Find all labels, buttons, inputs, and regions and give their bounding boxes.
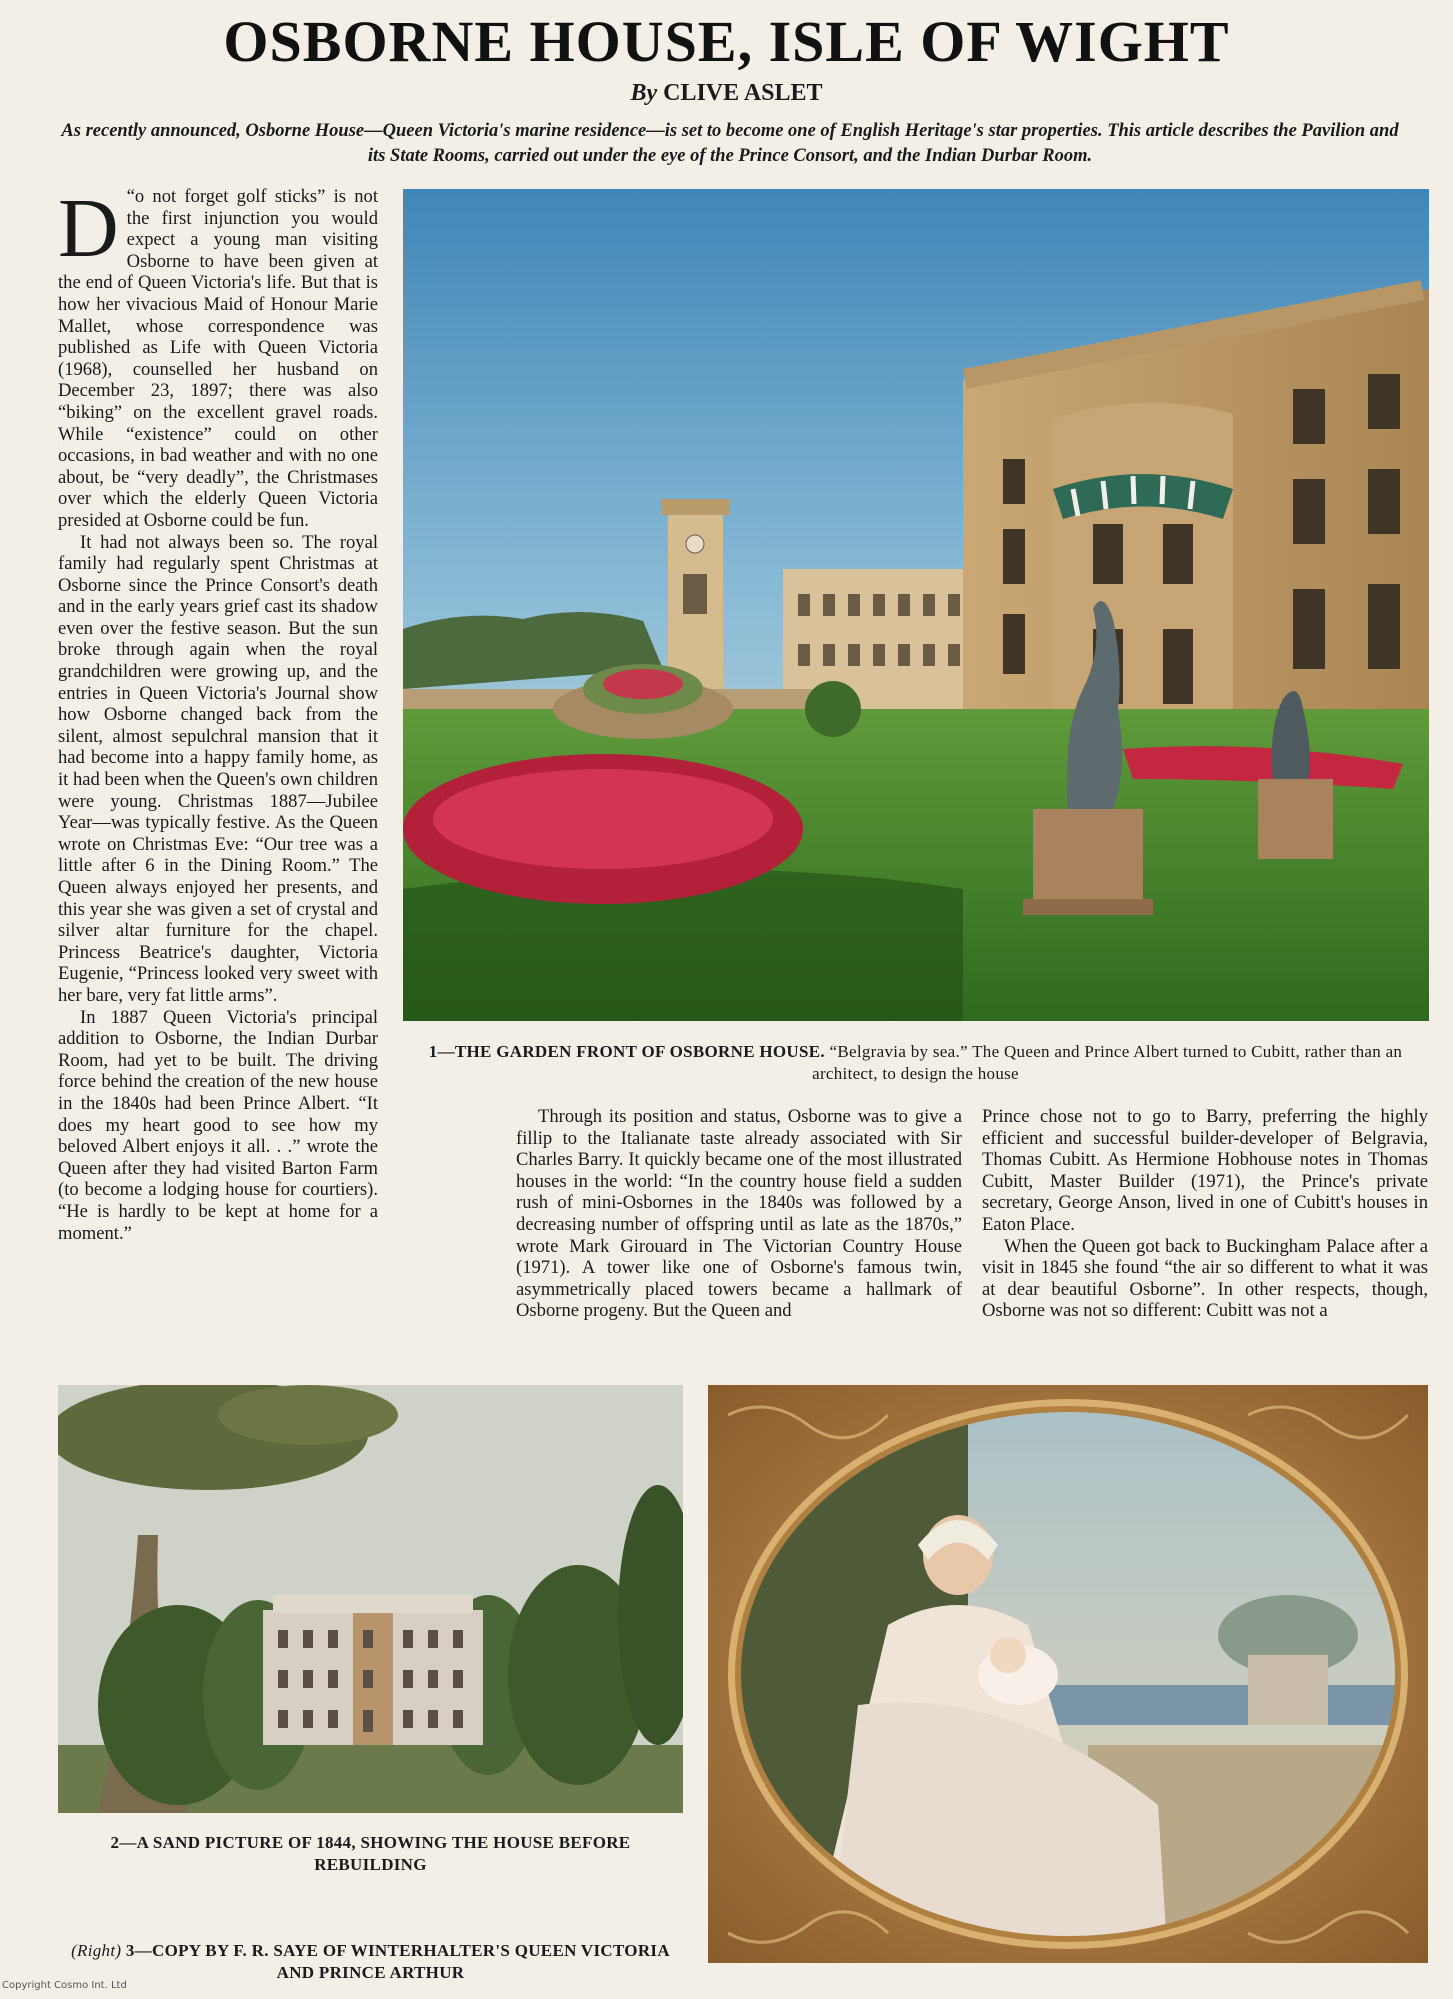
photo-garden-front xyxy=(403,189,1429,1021)
portrait-illustration xyxy=(708,1385,1428,1963)
paragraph: “o not forget golf sticks” is not the first injunction you would expect a young man visiting Osborne to have been given at the end of Queen Victoria's life. But that is how her vivacious Maid of Honour Marie Mallet, whose correspondence was published as Life with Queen Victoria (1968), counselled her husband on December 23, 1897; there was also “biking” on the excellent gravel roads. While “existence” could on other occasions, in bad weather and with no one about, be “very deadly”, the Christmases over which the elderly Queen Victoria presided at Osborne could be fun. xyxy=(58,186,378,531)
paragraph: When the Queen got back to Buckingham Palace after a visit in 1845 she found “the air so different to what it was at dear beautiful Osborne”. In other respects, though, Osborne was not so different: Cubitt was not a xyxy=(982,1235,1428,1322)
photo-portrait xyxy=(708,1385,1428,1963)
photo-sand-picture xyxy=(58,1385,683,1813)
caption-fig3-prefix: (Right) xyxy=(71,1941,122,1960)
caption-fig1-title: 1—THE GARDEN FRONT OF OSBORNE HOUSE. xyxy=(428,1042,825,1061)
caption-fig1 xyxy=(398,1041,1433,1085)
sand-picture-illustration xyxy=(58,1385,683,1813)
garden-front-illustration xyxy=(403,189,1429,1021)
body-column-3 xyxy=(982,1106,1428,1322)
body-column-1 xyxy=(58,182,378,1244)
paragraph: Prince chose not to go to Barry, preferring the highly efficient and successful builder-developer of Belgravia, Thomas Cubitt. As Hermione Hobhouse notes in Thomas Cubitt, Master Builder (1971), the Prince's private secretary, George Anson, lived in one of Cubitt's houses in Eaton Place. xyxy=(982,1106,1428,1235)
copyright-notice: Copyright Cosmo Int. Ltd xyxy=(2,1980,127,1991)
drop-cap: D xyxy=(58,182,119,275)
byline-author: CLIVE ASLET xyxy=(663,80,823,106)
caption-fig2: 2—A SAND PICTURE OF 1844, SHOWING THE HOUSE BEFORE REBUILDING xyxy=(110,1833,631,1874)
standfirst: As recently announced, Osborne House—Queen Victoria's marine residence—is set to become one of English Heritage's star properties. This article describes the Pavilion and its State Rooms, carried out under the eye of the Prince Consort, and the Indian Durbar Room. xyxy=(61,121,1399,166)
caption-fig3-text: 3—COPY BY F. R. SAYE OF WINTERHALTER'S QUEEN VICTORIA AND PRINCE ARTHUR xyxy=(125,1941,670,1982)
body-column-2 xyxy=(516,1106,962,1322)
byline xyxy=(0,80,1453,107)
paragraph: In 1887 Queen Victoria's principal addition to Osborne, the Indian Durbar Room, had yet to be built. The driving force behind the creation of the new house in the 1840s had been Prince Albert. “It does my heart good to see how my beloved Albert enjoys it all. . .” wrote the Queen after they had visited Barton Farm (to become a lodging house for courtiers). “He is hardly to be kept at home for a moment.” xyxy=(58,1006,378,1244)
paragraph: It had not always been so. The royal family had regularly spent Christmas at Osborne since the Prince Consort's death and in the early years grief cast its shadow even over the festive season. But the sun broke through again when the royal grandchildren were growing up, and the entries in Queen Victoria's Journal show how Osborne changed back from the silent, almost sepulchral mansion that it had become into a happy family home, as it had been when the Queen's own children were young. Christmas 1887—Jubilee Year—was typically festive. As the Queen wrote on Christmas Eve: “Our tree was a little after 6 in the Dining Room.” The Queen always enjoyed her presents, and this year she was given a set of crystal and silver altar furniture for the chapel. Princess Beatrice's daughter, Victoria Eugenie, “Princess looked very sweet with her bare, very fat little arms”. xyxy=(58,531,378,1006)
article-title: OSBORNE HOUSE, ISLE OF WIGHT xyxy=(223,9,1230,74)
caption-fig3 xyxy=(58,1940,683,1984)
byline-prefix: By xyxy=(630,80,658,106)
caption-fig1-text: “Belgravia by sea.” The Queen and Prince Albert turned to Cubitt, rather than an architect, to design the house xyxy=(812,1042,1403,1083)
paragraph: Through its position and status, Osborne was to give a fillip to the Italianate taste already associated with Sir Charles Barry. It quickly became one of the most illustrated houses in the world: “In the country house field a sudden rush of mini-Osbornes in the 1840s was followed by a decreasing number of offspring until as late as the 1870s,” wrote Mark Girouard in The Victorian Country House (1971). A tower like one of Osborne's famous twin, asymmetrically placed towers became a hallmark of Osborne progeny. But the Queen and xyxy=(516,1106,962,1322)
